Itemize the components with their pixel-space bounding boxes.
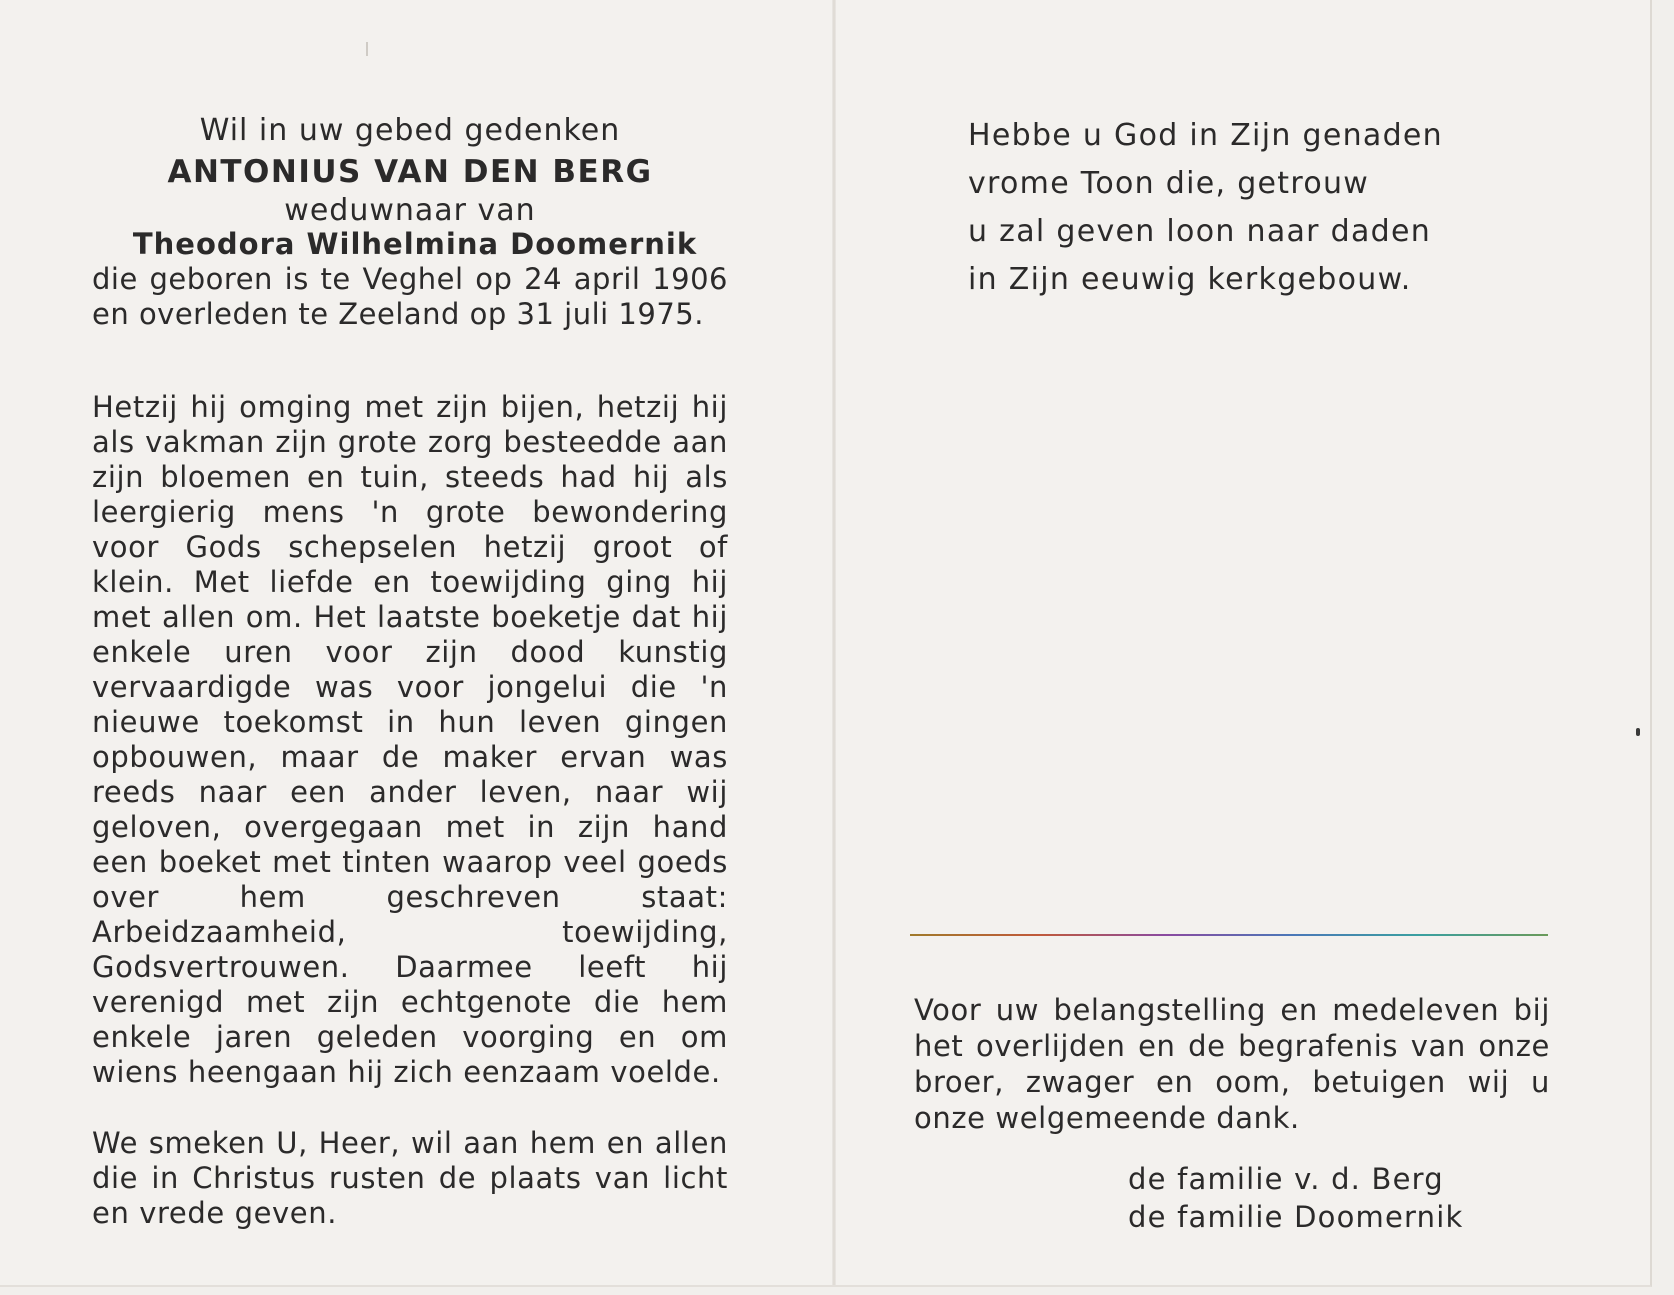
family-name: de familie Doomernik — [1128, 1200, 1464, 1234]
family-signatures — [1128, 1160, 1548, 1236]
colored-divider — [910, 934, 1548, 936]
poem — [968, 112, 1528, 304]
prayer-text: We smeken U, Heer, wil aan hem en allen die in Christus rusten de plaats van licht en vrede geven. — [92, 1126, 728, 1230]
poem-line: vrome Toon die, getrouw — [968, 166, 1370, 201]
poem-line: in Zijn eeuwig kerkgebouw. — [968, 262, 1412, 297]
deceased-name: ANTONIUS VAN DEN BERG — [167, 154, 653, 190]
right-page — [836, 0, 1650, 1285]
intro-line: Wil in uw gebed gedenken — [199, 113, 621, 148]
poem-line: u zal geven loon naar daden — [968, 214, 1432, 249]
poem-line: Hebbe u God in Zijn genaden — [968, 118, 1443, 153]
thanks-text: Voor uw belangstelling en medeleven bij het overlijden en de begrafenis van onze broer, zwager en oom, betuigen wij u onze welgemeende dank. — [914, 993, 1550, 1135]
paper-speck — [1636, 728, 1640, 736]
family-name: de familie v. d. Berg — [1128, 1162, 1444, 1196]
widower-of-line: weduwnaar van — [284, 193, 536, 228]
biography-text: Hetzij hij omging met zijn bijen, hetzij hij als vakman zijn grote zorg besteedde aan zijn bloemen en tuin, steeds had hij als leergierig mens 'n grote bewondering voor Gods schepselen hetzij groot of klein. Met liefde en toewijding ging hij met allen om. Het laatste boeketje dat hij enkele uren voor zijn dood kunstig vervaardigde was voor jongelui die 'n nieuwe toekomst in hun leven gingen opbouwen, maar de maker ervan was reeds naar een ander leven, naar wij geloven, overgegaan met in zijn hand een boeket met tinten waarop veel goeds over hem geschreven staat: Arbeidzaamheid, toewijding, Godsvertrouwen. Daarmee leeft hij verenigd met zijn echtgenote die hem enkele jaren geleden voorging en om wiens heengaan hij zich eenzaam voelde. — [92, 390, 728, 1089]
left-page — [0, 0, 832, 1285]
spouse-name: Theodora Wilhelmina Doomernik — [132, 227, 698, 261]
birth-death-text: die geboren is te Veghel op 24 april 1906 en overleden te Zeeland op 31 juli 1975. — [92, 262, 728, 331]
